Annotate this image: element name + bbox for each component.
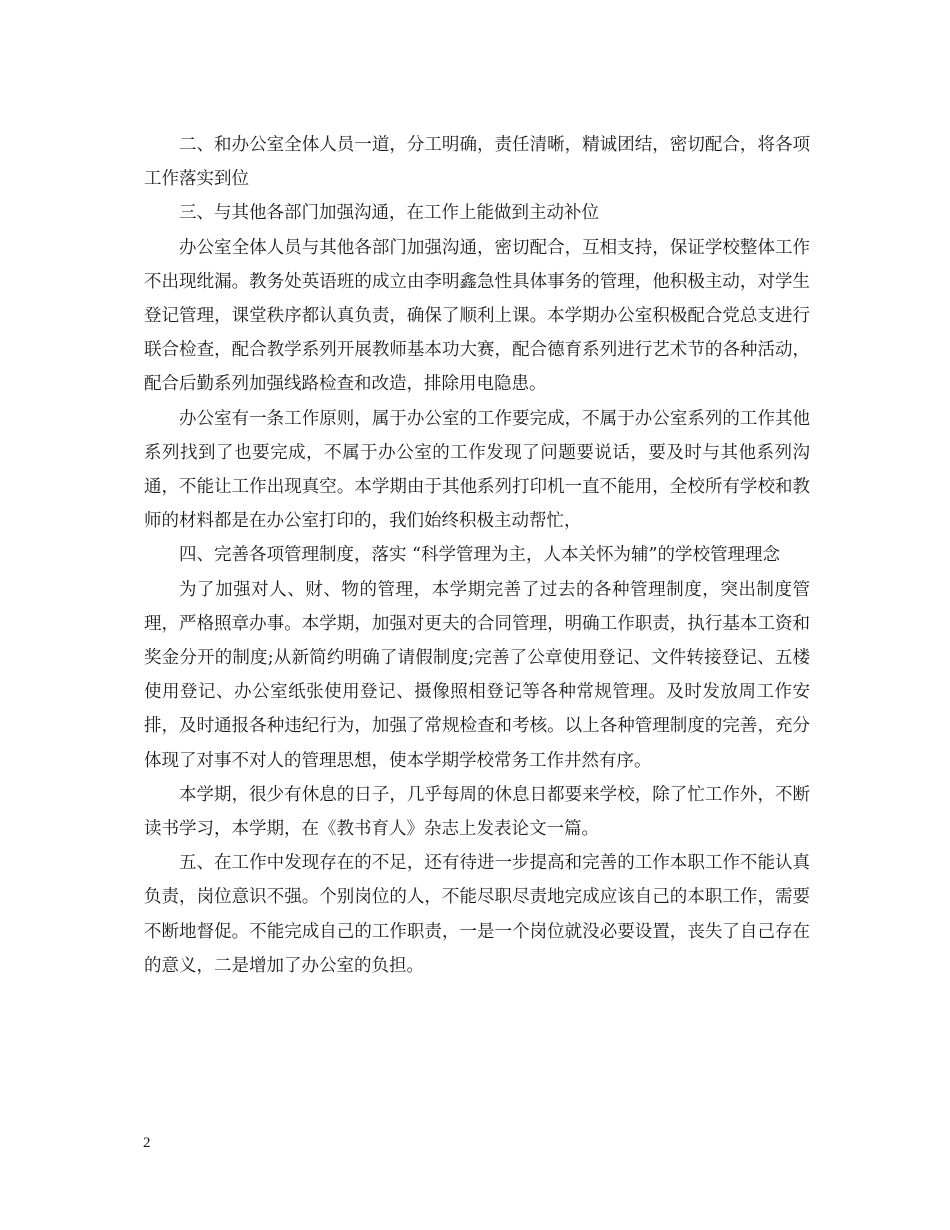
paragraph-study: 本学期，很少有休息的日子，几乎每周的休息日都要来学校，除了忙工作外，不断读书学习，本学期，在《教书育人》杂志上发表论文一篇。 bbox=[144, 784, 810, 840]
paragraph-section-five-shortcomings: 五、在工作中发现存在的不足，还有待进一步提高和完善的工作本职工作不能认真负责，岗位意识不强。个别岗位的人，不能尽职尽责地完成应该自己的本职工作，需要不断地督促。不能完成自己的工作职责，一是一个岗位就没必要设置，丧失了自己存在的意义，二是增加了办公室的负担。 bbox=[144, 853, 810, 976]
paragraph-section-three-heading: 三、与其他各部门加强沟通，在工作上能做到主动补位 bbox=[179, 203, 599, 224]
body-text bbox=[144, 128, 810, 983]
paragraph-section-two-heading: 二、和办公室全体人员一道，分工明确，责任清晰，精诚团结，密切配合，将各项工作落实到位 bbox=[144, 135, 810, 190]
paragraph-cooperation: 办公室全体人员与其他各部门加强沟通，密切配合，互相支持，保证学校整体工作不出现纰漏。教务处英语班的成立由李明鑫急性具体事务的管理，他积极主动，对学生登记管理，课堂秩序都认真负责，确保了顺利上课。本学期办公室积极配合党总支进行联合检查，配合教学系列开展教师基本功大赛，配合德育系列进行艺术节的各种活动，配合后勤系列加强线路检查和改造，排除用电隐患。 bbox=[144, 237, 810, 395]
paragraph-section-four-heading: 四、完善各项管理制度，落实 “科学管理为主，人本关怀为辅”的学校管理理念 bbox=[179, 545, 780, 566]
paragraph-management-system: 为了加强对人、财、物的管理，本学期完善了过去的各种管理制度，突出制度管理，严格照章办事。本学期，加强对更夫的合同管理，明确工作职责，执行基本工资和奖金分开的制度;从新简约明确了请假制度;完善了公章使用登记、文件转接登记、五楼使用登记、办公室纸张使用登记、摄像照相登记等各种常规管理。及时发放周工作安排，及时通报各种违纪行为，加强了常规检查和考核。以上各种管理制度的完善，充分体现了对事不对人的管理思想，使本学期学校常务工作井然有序。 bbox=[144, 579, 810, 771]
paragraph-work-principle: 办公室有一条工作原则，属于办公室的工作要完成，不属于办公室系列的工作其他系列找到了也要完成，不属于办公室的工作发现了问题要说话，要及时与其他系列沟通，不能让工作出现真空。本学期由于其他系列打印机一直不能用，全校所有学校和教师的材料都是在办公室打印的，我们始终积极主动帮忙， bbox=[144, 408, 810, 532]
page-number: 2 bbox=[143, 1135, 151, 1151]
